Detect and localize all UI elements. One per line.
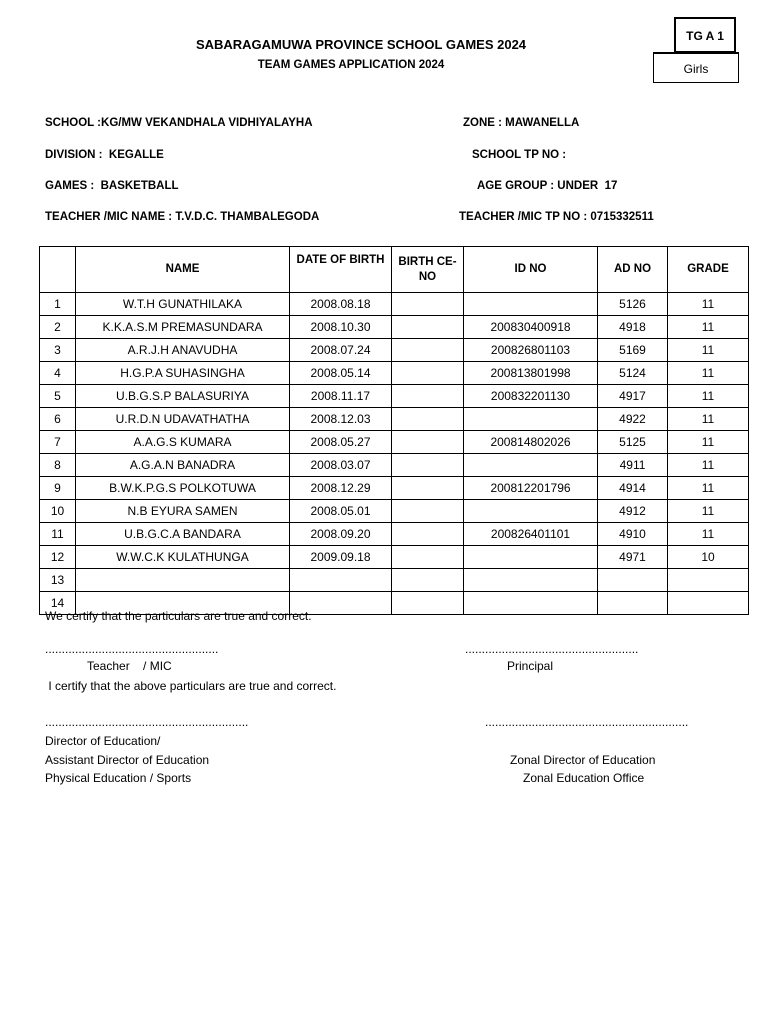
id-no-cell (464, 408, 598, 431)
player-name-cell: W.W.C.K KULATHUNGA (76, 546, 290, 569)
signature-line-principal: .................................................... (465, 642, 639, 656)
birth-cert-no-cell (392, 500, 464, 523)
table-row (40, 569, 749, 592)
ad-no-cell (598, 592, 668, 615)
date-of-birth-cell: 2008.10.30 (290, 316, 392, 339)
ad-no-cell: 5126 (598, 293, 668, 316)
school-tp-field: SCHOOL TP NO : (472, 149, 567, 161)
row-number-cell: 6 (40, 408, 76, 431)
birth-cert-no-cell (392, 339, 464, 362)
id-no-cell (464, 546, 598, 569)
grade-cell: 11 (668, 339, 749, 362)
grade-cell: 11 (668, 385, 749, 408)
form-code-box: TG A 1 (674, 17, 736, 53)
signature-line-teacher: .................................................... (45, 642, 219, 656)
id-no-cell: 200814802026 (464, 431, 598, 454)
col-header-id: ID NO (464, 247, 598, 293)
ad-no-cell: 4912 (598, 500, 668, 523)
table-row (40, 316, 749, 339)
ad-no-cell: 5125 (598, 431, 668, 454)
table-row (40, 454, 749, 477)
grade-cell: 11 (668, 454, 749, 477)
player-name-cell: B.W.K.P.G.S POLKOTUWA (76, 477, 290, 500)
birth-cert-no-cell (392, 477, 464, 500)
principal-label: Principal (507, 659, 554, 673)
date-of-birth-cell: 2008.08.18 (290, 293, 392, 316)
table-row (40, 385, 749, 408)
birth-cert-no-cell (392, 523, 464, 546)
id-no-cell (464, 569, 598, 592)
ad-no-cell: 4910 (598, 523, 668, 546)
id-no-cell: 200812201796 (464, 477, 598, 500)
date-of-birth-cell: 2008.12.29 (290, 477, 392, 500)
player-name-cell: U.B.G.S.P BALASURIYA (76, 385, 290, 408)
grade-cell: 11 (668, 362, 749, 385)
signature-line-zonal: ............................................................. (485, 715, 689, 729)
row-number-cell: 3 (40, 339, 76, 362)
birth-cert-no-cell (392, 431, 464, 454)
director-label-2: Assistant Director of Education (45, 753, 210, 767)
ad-no-cell (598, 569, 668, 592)
teacher-name-field: TEACHER /MIC NAME : T.V.D.C. THAMBALEGODA (45, 211, 320, 223)
ad-no-cell: 4911 (598, 454, 668, 477)
row-number-cell: 12 (40, 546, 76, 569)
row-number-cell: 9 (40, 477, 76, 500)
id-no-cell (464, 293, 598, 316)
zonal-office-label: Zonal Education Office (523, 771, 645, 785)
birth-cert-no-cell (392, 385, 464, 408)
birth-cert-no-cell (392, 569, 464, 592)
director-label-1: Director of Education/ (45, 734, 161, 748)
table-row (40, 362, 749, 385)
ad-no-cell: 4922 (598, 408, 668, 431)
grade-cell (668, 569, 749, 592)
row-number-cell: 10 (40, 500, 76, 523)
birth-cert-no-cell (392, 454, 464, 477)
player-name-cell: N.B EYURA SAMEN (76, 500, 290, 523)
id-no-cell: 200830400918 (464, 316, 598, 339)
grade-cell: 11 (668, 316, 749, 339)
ad-no-cell: 4914 (598, 477, 668, 500)
row-number-cell: 1 (40, 293, 76, 316)
birth-cert-no-cell (392, 293, 464, 316)
row-number-cell: 4 (40, 362, 76, 385)
birth-cert-no-cell (392, 362, 464, 385)
player-name-cell: A.A.G.S KUMARA (76, 431, 290, 454)
age-group-field: AGE GROUP : UNDER 17 (477, 180, 618, 192)
id-no-cell: 200832201130 (464, 385, 598, 408)
zonal-director-label: Zonal Director of Education (510, 753, 656, 767)
date-of-birth-cell: 2008.05.27 (290, 431, 392, 454)
birth-cert-no-cell (392, 592, 464, 615)
table-row (40, 500, 749, 523)
ad-no-cell: 4917 (598, 385, 668, 408)
grade-cell: 11 (668, 408, 749, 431)
date-of-birth-cell: 2008.07.24 (290, 339, 392, 362)
player-table (39, 246, 749, 615)
certify-statement-2: I certify that the above particulars are true and correct. (45, 679, 337, 693)
table-row (40, 431, 749, 454)
player-name-cell: A.R.J.H ANAVUDHA (76, 339, 290, 362)
row-number-cell: 5 (40, 385, 76, 408)
player-name-cell (76, 569, 290, 592)
teacher-tp-field: TEACHER /MIC TP NO : 0715332511 (459, 211, 654, 223)
grade-cell (668, 592, 749, 615)
player-name-cell: A.G.A.N BANADRA (76, 454, 290, 477)
date-of-birth-cell: 2009.09.18 (290, 546, 392, 569)
id-no-cell (464, 454, 598, 477)
row-number-cell: 14 (40, 592, 76, 615)
table-row (40, 546, 749, 569)
ad-no-cell: 5169 (598, 339, 668, 362)
signature-line-director: ............................................................. (45, 715, 249, 729)
col-header-dob: DATE OF BIRTH (290, 247, 392, 293)
id-no-cell: 200813801998 (464, 362, 598, 385)
date-of-birth-cell: 2008.05.14 (290, 362, 392, 385)
date-of-birth-cell: 2008.11.17 (290, 385, 392, 408)
player-name-cell: U.B.G.C.A BANDARA (76, 523, 290, 546)
form-subtitle: TEAM GAMES APPLICATION 2024 (257, 59, 445, 71)
player-name-cell: U.R.D.N UDAVATHATHA (76, 408, 290, 431)
id-no-cell (464, 500, 598, 523)
table-row (40, 523, 749, 546)
player-name-cell: H.G.P.A SUHASINGHA (76, 362, 290, 385)
grade-cell: 10 (668, 546, 749, 569)
id-no-cell: 200826801103 (464, 339, 598, 362)
date-of-birth-cell (290, 569, 392, 592)
zone-field: ZONE : MAWANELLA (463, 117, 580, 129)
ad-no-cell: 4918 (598, 316, 668, 339)
id-no-cell (464, 592, 598, 615)
birth-cert-no-cell (392, 408, 464, 431)
ad-no-cell: 5124 (598, 362, 668, 385)
games-field: GAMES : BASKETBALL (45, 180, 179, 192)
date-of-birth-cell: 2008.03.07 (290, 454, 392, 477)
row-number-cell: 8 (40, 454, 76, 477)
col-header-ad: AD NO (598, 247, 668, 293)
table-row (40, 293, 749, 316)
teacher-mic-label: Teacher / MIC (87, 659, 172, 673)
grade-cell: 11 (668, 477, 749, 500)
table-header-row (40, 247, 749, 293)
birth-cert-no-cell (392, 316, 464, 339)
col-header-name: NAME (76, 247, 290, 293)
division-field: DIVISION : KEGALLE (45, 149, 164, 161)
date-of-birth-cell: 2008.05.01 (290, 500, 392, 523)
grade-cell: 11 (668, 523, 749, 546)
col-header-grade: GRADE (668, 247, 749, 293)
table-row (40, 339, 749, 362)
player-name-cell: K.K.A.S.M PREMASUNDARA (76, 316, 290, 339)
date-of-birth-cell: 2008.09.20 (290, 523, 392, 546)
player-name-cell: W.T.H GUNATHILAKA (76, 293, 290, 316)
ad-no-cell: 4971 (598, 546, 668, 569)
director-label-3: Physical Education / Sports (45, 771, 192, 785)
id-no-cell: 200826401101 (464, 523, 598, 546)
category-box: Girls (653, 52, 739, 83)
grade-cell: 11 (668, 293, 749, 316)
birth-cert-no-cell (392, 546, 464, 569)
table-row (40, 408, 749, 431)
grade-cell: 11 (668, 500, 749, 523)
grade-cell: 11 (668, 431, 749, 454)
school-field: SCHOOL :KG/MW VEKANDHALA VIDHIYALAYHA (45, 117, 313, 129)
row-number-cell: 11 (40, 523, 76, 546)
date-of-birth-cell: 2008.12.03 (290, 408, 392, 431)
form-title: SABARAGAMUWA PROVINCE SCHOOL GAMES 2024 (195, 37, 527, 52)
col-header-no (40, 247, 76, 293)
row-number-cell: 13 (40, 569, 76, 592)
certify-statement-1: We certify that the particulars are true and correct. (45, 609, 312, 623)
row-number-cell: 7 (40, 431, 76, 454)
col-header-birth-cert: BIRTH CE-NO (392, 247, 464, 293)
row-number-cell: 2 (40, 316, 76, 339)
table-row (40, 477, 749, 500)
